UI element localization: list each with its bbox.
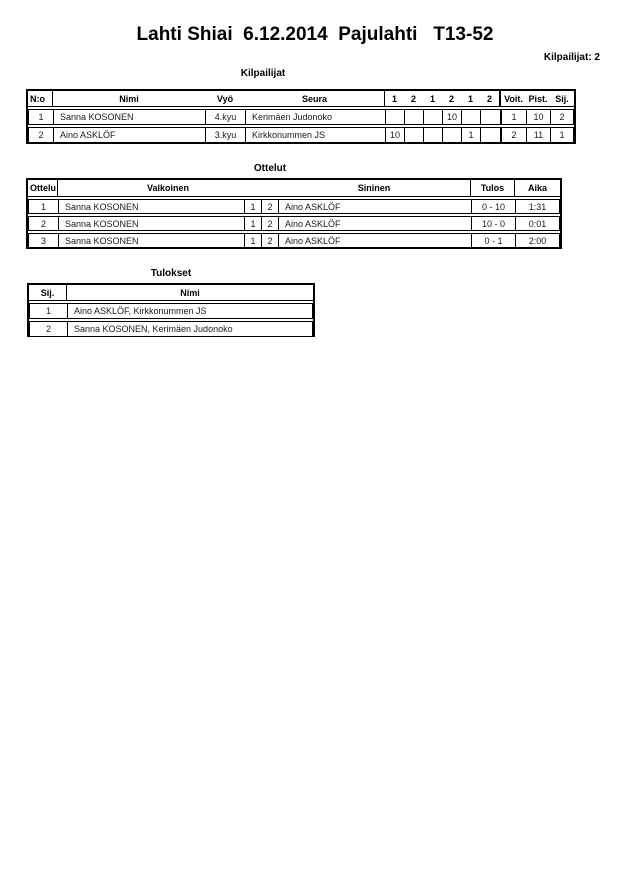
kilpailijat-header-row [28, 91, 574, 107]
header-nimi: Nimi [119, 93, 139, 104]
cell-nimi: Aino ASKLÖF [54, 128, 206, 142]
ottelut-header-row [28, 180, 560, 197]
section-title-ottelut: Ottelut [253, 163, 287, 174]
cell-seura: Kirkkonummen JS [246, 128, 386, 142]
kilpailijat-row [28, 127, 574, 143]
tulokset-header-row [29, 285, 313, 301]
cell-voit: 1 [500, 110, 527, 124]
cell-vyo: 3.kyu [206, 128, 246, 142]
header-score-col: 1 [467, 93, 473, 104]
cell-blue: Aino ASKLÖF [279, 234, 472, 247]
cell-white: Sanna KOSONEN [59, 217, 245, 230]
cell-name: Sanna KOSONEN, Kerimäen Judonoko [74, 324, 233, 334]
header-pist: Pist. [528, 93, 548, 104]
section-title-kilpailijat: Kilpailijat [240, 68, 286, 79]
cell-score [481, 110, 500, 124]
tulokset-row [29, 303, 313, 319]
cell-blue: Aino ASKLÖF [279, 217, 472, 230]
header-name: Nimi [180, 287, 200, 298]
cell-no: 2 [29, 128, 54, 142]
header-seura: Seura [245, 91, 385, 106]
cell-score: 1 [462, 128, 481, 142]
cell-white: Sanna KOSONEN [59, 200, 245, 213]
kilpailijat-table [26, 89, 576, 144]
cell-pist: 10 [527, 110, 551, 124]
cell-name: Aino ASKLÖF, Kirkkonummen JS [74, 306, 207, 316]
header-score-col: 1 [391, 93, 397, 104]
ottelut-table [26, 178, 562, 249]
header-vyo: Vyö [216, 93, 234, 104]
header-score-col: 2 [486, 93, 492, 104]
cell-time: 2:00 [528, 235, 547, 246]
cell-score [424, 110, 443, 124]
cell-pist: 11 [527, 128, 551, 142]
cell-sij: 2 [559, 112, 565, 122]
ottelut-row [28, 199, 560, 214]
cell-blue: Aino ASKLÖF [279, 200, 472, 213]
header-sininen: Sininen [278, 180, 471, 196]
header-score-col: 2 [448, 93, 454, 104]
cell-result: 0 - 1 [472, 234, 516, 247]
cell-sij: 1 [559, 130, 565, 140]
tulokset-row [29, 321, 313, 337]
cell-blue-no: 2 [262, 200, 279, 213]
cell-placement: 2 [30, 322, 68, 336]
header-voit: Voit. [499, 91, 526, 106]
section-title-tulokset: Tulokset [150, 268, 192, 279]
cell-score [405, 128, 424, 142]
tulokset-table [27, 283, 315, 337]
cell-score [405, 110, 424, 124]
cell-white-no: 1 [245, 234, 262, 247]
ottelut-row [28, 233, 560, 248]
header-tulos: Tulos [471, 180, 515, 196]
cell-no: 1 [29, 110, 54, 124]
cell-score: 10 [443, 110, 462, 124]
cell-white-no: 1 [245, 200, 262, 213]
page-title: Lahti Shiai 6.12.2014 Pajulahti T13-52 [136, 24, 494, 45]
cell-white-no: 1 [245, 217, 262, 230]
cell-score [443, 128, 462, 142]
header-ottelu: Ottelu [28, 180, 58, 196]
cell-blue-no: 2 [262, 234, 279, 247]
header-aika: Aika [527, 183, 547, 193]
cell-white: Sanna KOSONEN [59, 234, 245, 247]
cell-score [481, 128, 500, 142]
cell-blue-no: 2 [262, 217, 279, 230]
header-sij: Sij. [555, 93, 569, 104]
cell-voit: 2 [500, 128, 527, 142]
header-no: N:o [28, 91, 53, 106]
ottelut-row [28, 216, 560, 231]
cell-time: 0:01 [528, 218, 547, 229]
cell-nimi: Sanna KOSONEN [54, 110, 206, 124]
cell-result: 0 - 10 [472, 200, 516, 213]
cell-seura: Kerimäen Judonoko [246, 110, 386, 124]
kilpailijat-row [28, 109, 574, 125]
cell-placement: 1 [30, 304, 68, 318]
cell-match-no: 1 [29, 200, 59, 213]
header-valkoinen: Valkoinen [146, 183, 190, 193]
cell-result: 10 - 0 [472, 217, 516, 230]
cell-match-no: 2 [29, 217, 59, 230]
header-score-col: 2 [410, 93, 416, 104]
competitor-count-label: Kilpailijat: 2 [543, 52, 600, 63]
cell-vyo: 4.kyu [206, 110, 246, 124]
cell-time: 1:31 [528, 201, 547, 212]
cell-score [386, 110, 405, 124]
header-placement: Sij. [29, 285, 67, 300]
cell-score: 10 [386, 128, 405, 142]
cell-score [424, 128, 443, 142]
cell-match-no: 3 [29, 234, 59, 247]
header-score-col: 1 [429, 93, 435, 104]
cell-score [462, 110, 481, 124]
